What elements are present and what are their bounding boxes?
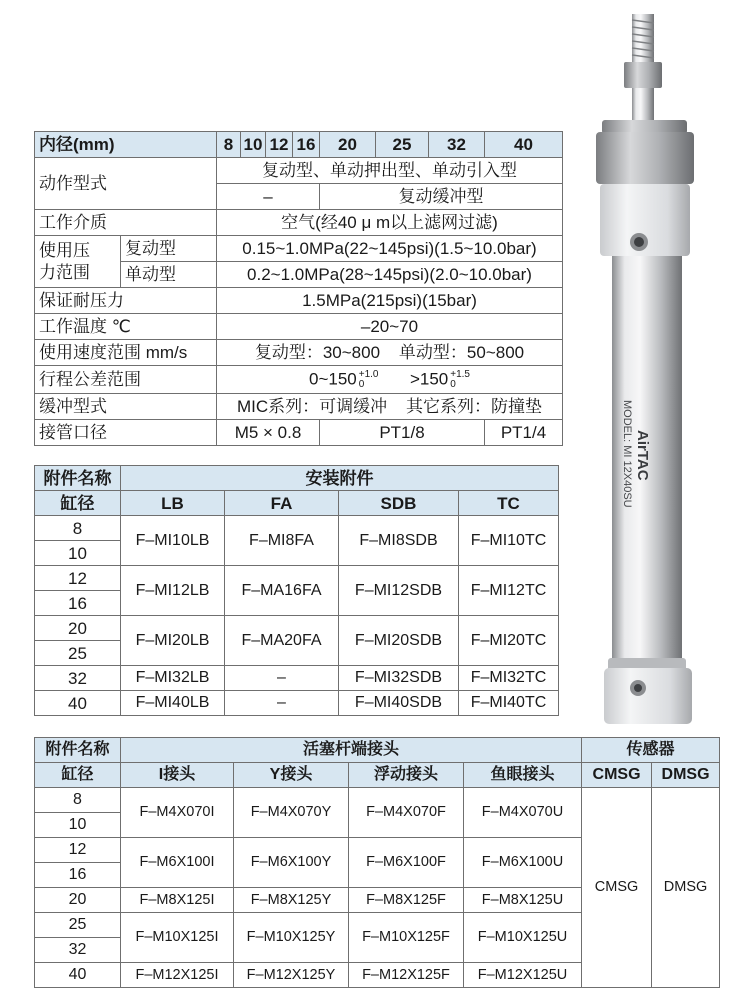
bore-cell: 32 bbox=[35, 666, 121, 691]
model-cell: – bbox=[225, 666, 339, 691]
spec-port-small: M5 × 0.8 bbox=[217, 420, 320, 446]
spec-cushion-label: 缓冲型式 bbox=[35, 394, 217, 420]
model-cell: F–MI40SDB bbox=[339, 691, 459, 716]
bore-cell: 8 bbox=[35, 788, 121, 813]
model-cell: F–MI32LB bbox=[121, 666, 225, 691]
rod-col-header: 浮动接头 bbox=[349, 763, 464, 788]
spec-header-row bbox=[35, 132, 563, 158]
model-cell: F–M4X070Y bbox=[234, 788, 349, 838]
bore-cell: 10 bbox=[35, 813, 121, 838]
model-cell: F–MA20FA bbox=[225, 616, 339, 666]
model-cell: F–MI20LB bbox=[121, 616, 225, 666]
model-cell: F–M4X070I bbox=[121, 788, 234, 838]
bore-header: 10 bbox=[241, 132, 266, 158]
table-row bbox=[35, 516, 559, 541]
spec-row-action bbox=[35, 158, 563, 184]
spec-row-pressure-double bbox=[35, 236, 563, 262]
spec-header-label: 内径(mm) bbox=[35, 132, 217, 158]
acc-col-header: LB bbox=[121, 491, 225, 516]
model-cell: F–M8X125I bbox=[121, 888, 234, 913]
stroke-range-a: 0~150 bbox=[308, 368, 357, 388]
mount-nut-ring bbox=[602, 120, 687, 134]
bore-cell: 40 bbox=[35, 691, 121, 716]
spec-table bbox=[34, 131, 563, 446]
model-cell: F–MI40TC bbox=[459, 691, 559, 716]
rod-col-header: Y接头 bbox=[234, 763, 349, 788]
model-cell: F–M10X125I bbox=[121, 913, 234, 963]
bore-header: 12 bbox=[266, 132, 293, 158]
spec-port-large: PT1/4 bbox=[485, 420, 563, 446]
spec-row-speed bbox=[35, 340, 563, 366]
sensor-cell-dmsg: DMSG bbox=[652, 788, 720, 988]
rod-col-header: 鱼眼接头 bbox=[464, 763, 582, 788]
model-cell: F–M6X100I bbox=[121, 838, 234, 888]
table-row bbox=[35, 691, 559, 716]
model-cell: F–MI32TC bbox=[459, 666, 559, 691]
acc-col-header: FA bbox=[225, 491, 339, 516]
spec-port-mid: PT1/8 bbox=[320, 420, 485, 446]
bore-header: 40 bbox=[485, 132, 563, 158]
model-cell: F–MI8FA bbox=[225, 516, 339, 566]
sensor-cell-cmsg: CMSG bbox=[582, 788, 652, 988]
pneumatic-cylinder-image bbox=[572, 0, 722, 740]
rod-col-header: I接头 bbox=[121, 763, 234, 788]
spec-proof-value: 1.5MPa(215psi)(15bar) bbox=[217, 288, 563, 314]
bore-header: 20 bbox=[320, 132, 376, 158]
rod-group-title: 活塞杆端接头 bbox=[121, 738, 582, 763]
bore-header: 25 bbox=[376, 132, 429, 158]
bore-cell: 40 bbox=[35, 963, 121, 988]
model-cell: F–MI12SDB bbox=[339, 566, 459, 616]
model-cell: F–MI20SDB bbox=[339, 616, 459, 666]
spec-temp-label: 工作温度 ℃ bbox=[35, 314, 217, 340]
acc-col-header: SDB bbox=[339, 491, 459, 516]
bore-cell: 25 bbox=[35, 913, 121, 938]
piston-rod bbox=[632, 88, 654, 122]
model-cell: F–M4X070F bbox=[349, 788, 464, 838]
rod-header-row-2 bbox=[35, 763, 720, 788]
acc-col-header: TC bbox=[459, 491, 559, 516]
stroke-tolerance-b bbox=[450, 370, 470, 390]
stroke-tolerance-a bbox=[359, 370, 379, 390]
model-cell: F–M12X125I bbox=[121, 963, 234, 988]
model-cell: F–MI20TC bbox=[459, 616, 559, 666]
acc-header-row-2 bbox=[35, 491, 559, 516]
spec-medium-value: 空气(经40 μ m以上滤网过滤) bbox=[217, 210, 563, 236]
spec-port-label: 接管口径 bbox=[35, 420, 217, 446]
sensor-group-title: 传感器 bbox=[582, 738, 720, 763]
model-cell: F–M8X125Y bbox=[234, 888, 349, 913]
bore-cell: 32 bbox=[35, 938, 121, 963]
rear-cover bbox=[604, 668, 692, 724]
spec-speed-label: 使用速度范围 mm/s bbox=[35, 340, 217, 366]
acc-header-row-1 bbox=[35, 466, 559, 491]
spec-stroke-value bbox=[217, 366, 563, 394]
spec-proof-label: 保证耐压力 bbox=[35, 288, 217, 314]
stroke-tol-b-lower: 0 bbox=[450, 378, 456, 390]
model-cell: F–MI12TC bbox=[459, 566, 559, 616]
sensor-col-header: DMSG bbox=[652, 763, 720, 788]
spec-row-port bbox=[35, 420, 563, 446]
spec-cushion-value: MIC系列：可调缓冲 其它系列：防撞垫 bbox=[217, 394, 563, 420]
table-row bbox=[35, 616, 559, 641]
model-cell: F–M4X070U bbox=[464, 788, 582, 838]
spec-row-stroke bbox=[35, 366, 563, 394]
model-cell: F–MI32SDB bbox=[339, 666, 459, 691]
rod-corner-bottom: 缸径 bbox=[35, 763, 121, 788]
bore-cell: 8 bbox=[35, 516, 121, 541]
model-cell: F–M12X125F bbox=[349, 963, 464, 988]
bore-cell: 12 bbox=[35, 838, 121, 863]
spec-medium-label: 工作介质 bbox=[35, 210, 217, 236]
stroke-tol-a-upper: +1.0 bbox=[358, 368, 379, 380]
model-cell: – bbox=[225, 691, 339, 716]
spec-temp-value: –20~70 bbox=[217, 314, 563, 340]
acc-corner-bottom: 缸径 bbox=[35, 491, 121, 516]
model-cell: F–MI10TC bbox=[459, 516, 559, 566]
bore-cell: 16 bbox=[35, 591, 121, 616]
spec-pressure-label-line1: 使用压 bbox=[39, 241, 90, 261]
sensor-col-header: CMSG bbox=[582, 763, 652, 788]
spec-row-cushion bbox=[35, 394, 563, 420]
acc-group-title: 安装附件 bbox=[121, 466, 559, 491]
rod-corner-top: 附件名称 bbox=[35, 738, 121, 763]
spec-action-label: 动作型式 bbox=[35, 158, 217, 210]
spec-pressure-label-line2: 力范围 bbox=[39, 262, 90, 282]
table-row bbox=[35, 666, 559, 691]
model-cell: F–MI10LB bbox=[121, 516, 225, 566]
spec-action-small: – bbox=[217, 184, 320, 210]
bore-header: 16 bbox=[293, 132, 320, 158]
spec-pressure-double-label: 复动型 bbox=[121, 236, 217, 262]
model-cell: F–M6X100F bbox=[349, 838, 464, 888]
model-cell: F–MI8SDB bbox=[339, 516, 459, 566]
acc-corner-top: 附件名称 bbox=[35, 466, 121, 491]
spec-speed-value: 复动型：30~800 单动型：50~800 bbox=[217, 340, 563, 366]
rod-header-row-1 bbox=[35, 738, 720, 763]
bore-cell: 12 bbox=[35, 566, 121, 591]
stroke-tol-a-lower: 0 bbox=[358, 378, 365, 390]
bore-cell: 20 bbox=[35, 616, 121, 641]
bore-header: 32 bbox=[429, 132, 485, 158]
stroke-range-b: >150 bbox=[409, 368, 449, 388]
model-cell: F–M6X100Y bbox=[234, 838, 349, 888]
table-row bbox=[35, 788, 720, 813]
bore-cell: 20 bbox=[35, 888, 121, 913]
bore-cell: 25 bbox=[35, 641, 121, 666]
model-engraving: MODEL: MI 12X40SU bbox=[621, 400, 633, 508]
spec-pressure-label bbox=[35, 236, 121, 288]
model-cell: F–M12X125U bbox=[464, 963, 582, 988]
model-cell: F–M6X100U bbox=[464, 838, 582, 888]
spec-pressure-single-label: 单动型 bbox=[121, 262, 217, 288]
bore-cell: 16 bbox=[35, 863, 121, 888]
brand-logo: AirTAC bbox=[634, 430, 651, 481]
rod-nut bbox=[624, 62, 662, 88]
model-cell: F–MI40LB bbox=[121, 691, 225, 716]
model-cell: F–M10X125Y bbox=[234, 913, 349, 963]
bore-header: 8 bbox=[217, 132, 241, 158]
model-cell: F–MA16FA bbox=[225, 566, 339, 616]
model-cell: F–M8X125U bbox=[464, 888, 582, 913]
bore-cell: 10 bbox=[35, 541, 121, 566]
stroke-tol-b-upper: +1.5 bbox=[450, 368, 470, 380]
model-cell: F–M8X125F bbox=[349, 888, 464, 913]
spec-row-temp bbox=[35, 314, 563, 340]
mount-nut bbox=[596, 132, 694, 184]
spec-pressure-single-value: 0.2~1.0MPa(28~145psi)(2.0~10.0bar) bbox=[217, 262, 563, 288]
model-cell: F–M10X125F bbox=[349, 913, 464, 963]
model-cell: F–M12X125Y bbox=[234, 963, 349, 988]
spec-action-large: 复动缓冲型 bbox=[320, 184, 563, 210]
table-row bbox=[35, 566, 559, 591]
spec-action-all: 复动型、单动押出型、单动引入型 bbox=[217, 158, 563, 184]
model-cell: F–M10X125U bbox=[464, 913, 582, 963]
mounting-accessory-table bbox=[34, 465, 559, 716]
spec-stroke-label: 行程公差范围 bbox=[35, 366, 217, 394]
rod-end-table bbox=[34, 737, 720, 988]
spec-row-medium bbox=[35, 210, 563, 236]
model-cell: F–MI12LB bbox=[121, 566, 225, 616]
spec-row-proof bbox=[35, 288, 563, 314]
spec-pressure-double-value: 0.15~1.0MPa(22~145psi)(1.5~10.0bar) bbox=[217, 236, 563, 262]
